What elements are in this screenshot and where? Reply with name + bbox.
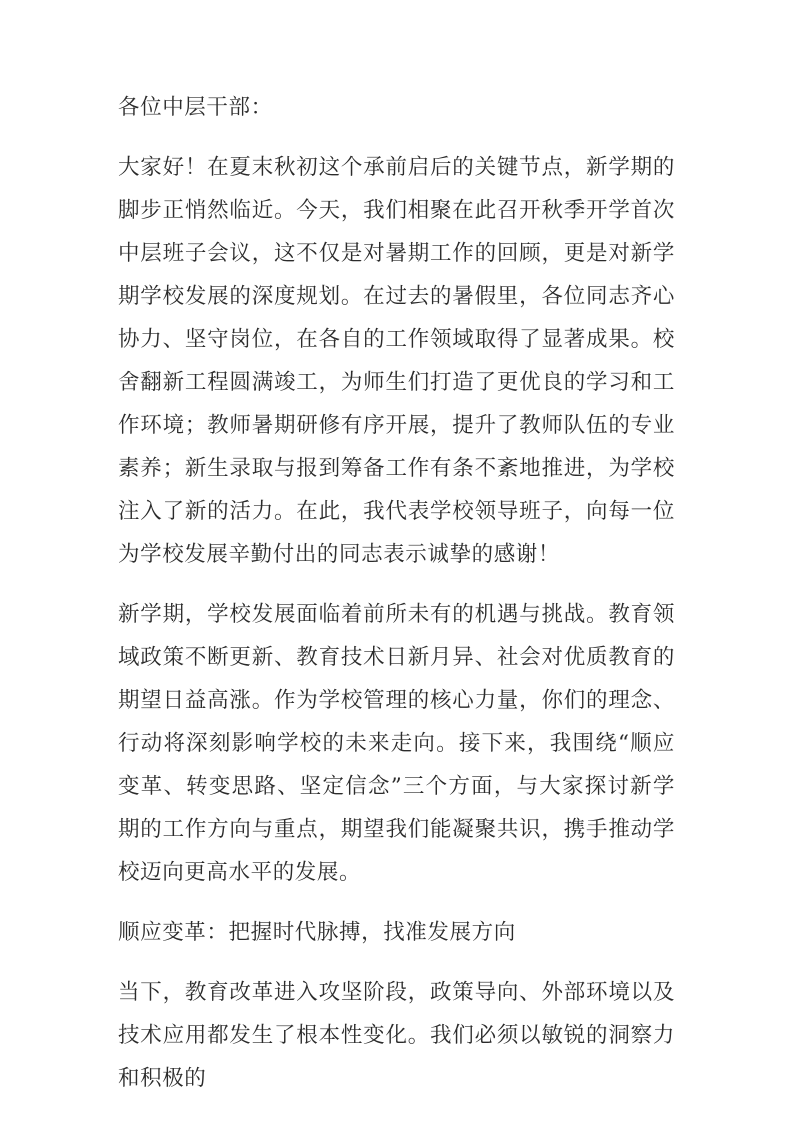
section-heading-adapt-to-change: 顺应变革：把握时代脉搏，找准发展方向: [118, 920, 516, 945]
document-text-body: [118, 86, 675, 1100]
paragraph-section-1-body: 当下，教育改革进入攻坚阶段，政策导向、外部环境以及技术应用都发生了根本性变化。我们必须以敏锐的洞察力和积极的: [118, 980, 675, 1091]
paragraph-salutation: 各位中层干部：: [118, 95, 273, 120]
paragraph-new-term-outlook: 新学期，学校发展面临着前所未有的机遇与挑战。教育领域政策不断更新、教育技术日新月异、社会对优质教育的期望日益高涨。作为学校管理的核心力量，你们的理念、行动将深刻影响学校的未来走向。接下来，我围绕“顺应变革、转变思路、坚定信念”三个方面，与大家探讨新学期的工作方向与重点，期望我们能凝聚共识，携手推动学校迈向更高水平的发展。: [118, 602, 675, 885]
paragraph-greeting-and-summer-review: 大家好！在夏末秋初这个承前启后的关键节点，新学期的脚步正悄然临近。今天，我们相聚在此召开秋季开学首次中层班子会议，这不仅是对暑期工作的回顾，更是对新学期学校发展的深度规划。在过去的暑假里，各位同志齐心协力、坚守岗位，在各自的工作领域取得了显著成果。校舍翻新工程圆满竣工，为师生们打造了更优良的学习和工作环境；教师暑期研修有序开展，提升了教师队伍的专业素养；新生录取与报到筹备工作有条不紊地推进，为学校注入了新的活力。在此，我代表学校领导班子，向每一位为学校发展辛勤付出的同志表示诚挚的感谢！: [118, 155, 675, 567]
